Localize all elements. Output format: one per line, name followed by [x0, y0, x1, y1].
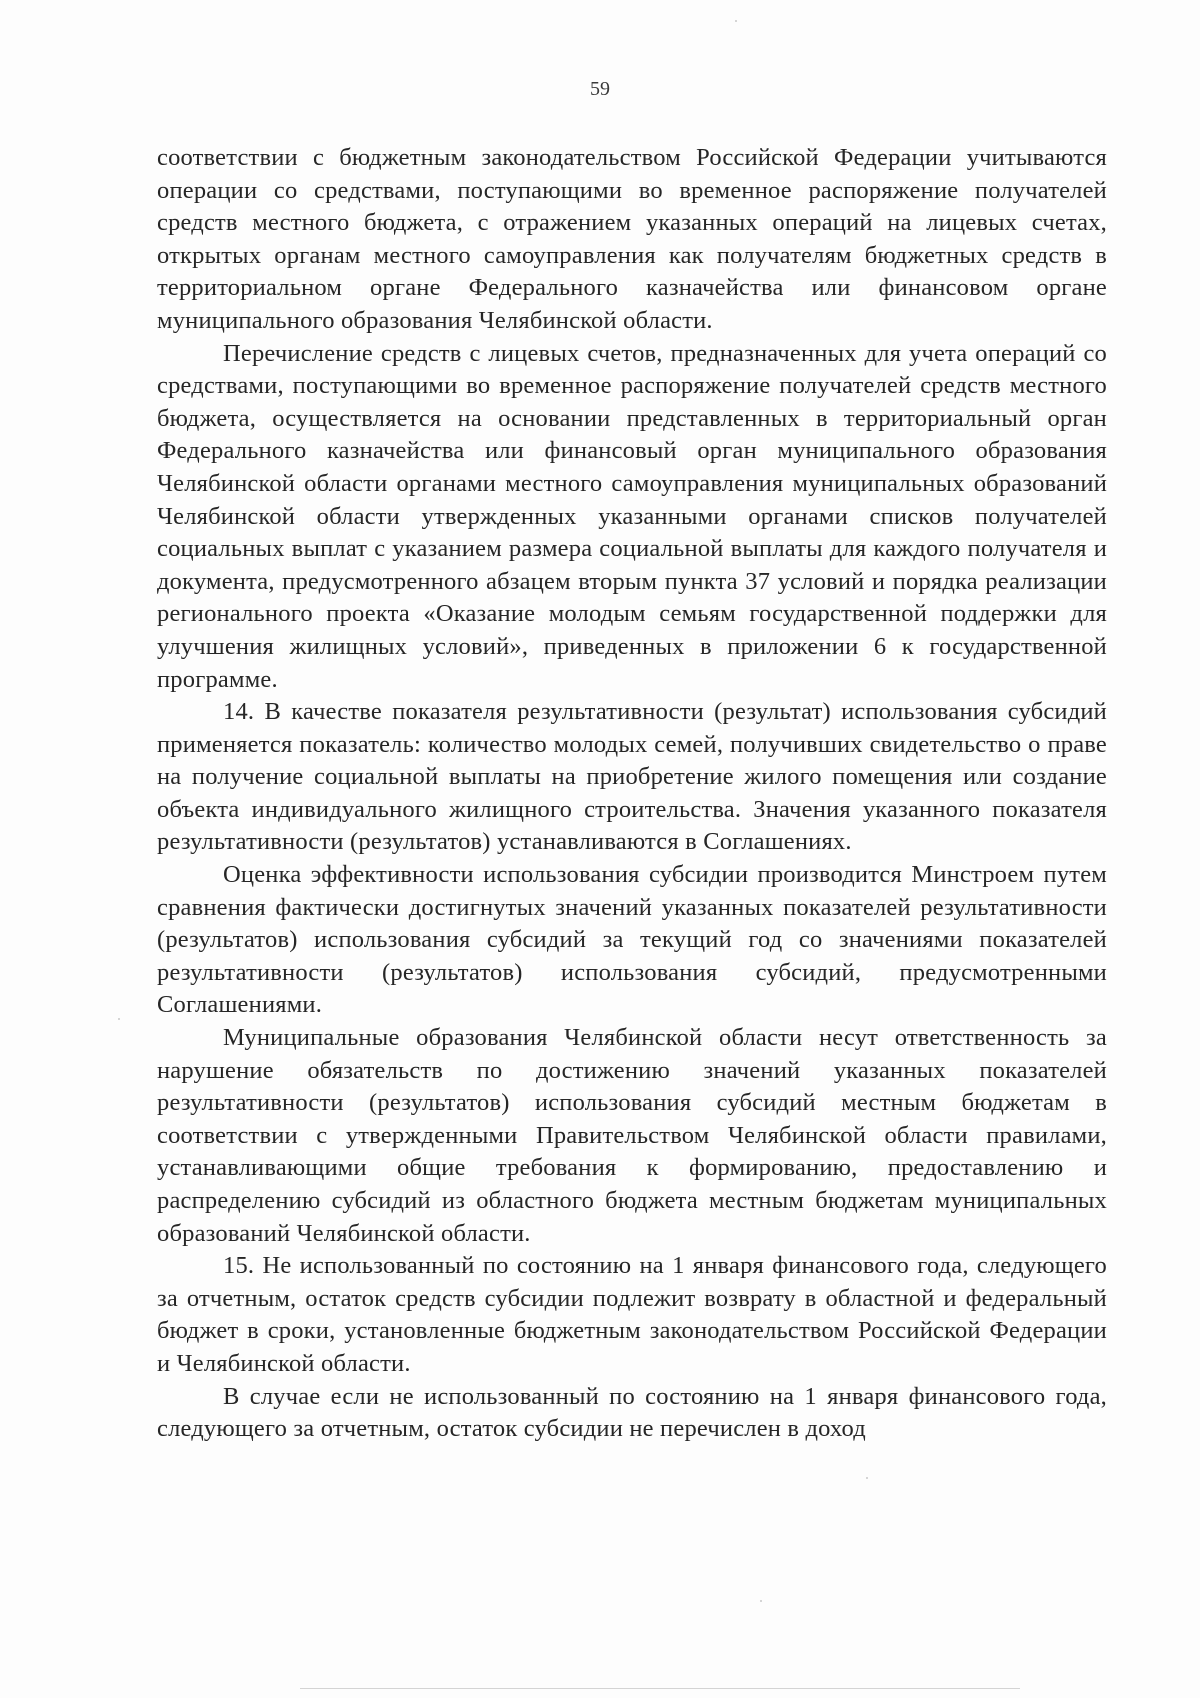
paragraph: Перечисление средств с лицевых счетов, предназначенных для учета операций со средствами, поступающими во временное распоряжение получателей средств местного бюджета, осуществляется на основании представленных в территориальный орган Федерального казначейства или финансовый орган муниципального образования Челябинской области органами местного самоуправления муниципальных образований Челябинской области утвержденных указанными органами списков получателей социальных выплат с указанием размера социальной выплаты для каждого получателя и документа, предусмотренного абзацем вторым пункта 37 условий и порядка реализации регионального проекта «Оказание молодым семьям государственной поддержки для улучшения жилищных условий», приведенных в приложении 6 к государственной программе. — [157, 339, 1107, 693]
paragraph-item-14: 14. В качестве показателя результативности (результат) использования субсидий применяется показатель: количество молодых семей, получивших свидетельство о праве на получение социальной выплаты на приобретение жилого помещения или создание объекта индивидуального жилищного строительства. Значения указанного показателя результативности (результатов) устанавливаются в Соглашениях. — [157, 698, 1107, 856]
scan-artifact-line — [300, 1688, 1020, 1689]
paragraph: Оценка эффективности использования субсидии производится Минстроем путем сравнения фактически достигнутых значений указанных показателей результативности (результатов) использования субсидий за текущий год со значениями показателей результативности (результатов) использования субсидий, предусмотренными Соглашениями. — [157, 861, 1107, 1019]
paragraph-continuation: соответствии с бюджетным законодательством Российской Федерации учитываются операции со средствами, поступающими во временное распоряжение получателей средств местного бюджета, с отражением указанных операций на лицевых счетах, открытых органам местного самоуправления как получателям бюджетных средств в территориальном органе Федерального казначейства или финансовом органе муниципального образования Челябинской области. — [157, 144, 1107, 334]
page-number: 59 — [590, 78, 610, 100]
scan-artifact-speck — [118, 1018, 120, 1020]
paragraph: В случае если не использованный по состоянию на 1 января финансового года, следующего за отчетным, остаток субсидии не перечислен в доход — [157, 1382, 1107, 1443]
paragraph: Муниципальные образования Челябинской области несут ответственность за нарушение обязательств по достижению значений указанных показателей результативности (результатов) использования субсидий местным бюджетам в соответствии с утвержденными Правительством Челябинской области правилами, устанавливающими общие требования к формированию, предоставлению и распределению субсидий из областного бюджета местным бюджетам муниципальных образований Челябинской области. — [157, 1024, 1107, 1247]
scan-artifact-speck — [760, 1600, 762, 1602]
scan-artifact-speck — [866, 1477, 868, 1479]
scan-artifact-speck — [735, 20, 737, 22]
document-body — [157, 142, 1107, 1446]
paragraph-item-15: 15. Не использованный по состоянию на 1 января финансового года, следующего за отчетным, остаток средств субсидии подлежит возврату в областной и федеральный бюджет в сроки, установленные бюджетным законодательством Российской Федерации и Челябинской области. — [157, 1252, 1107, 1377]
